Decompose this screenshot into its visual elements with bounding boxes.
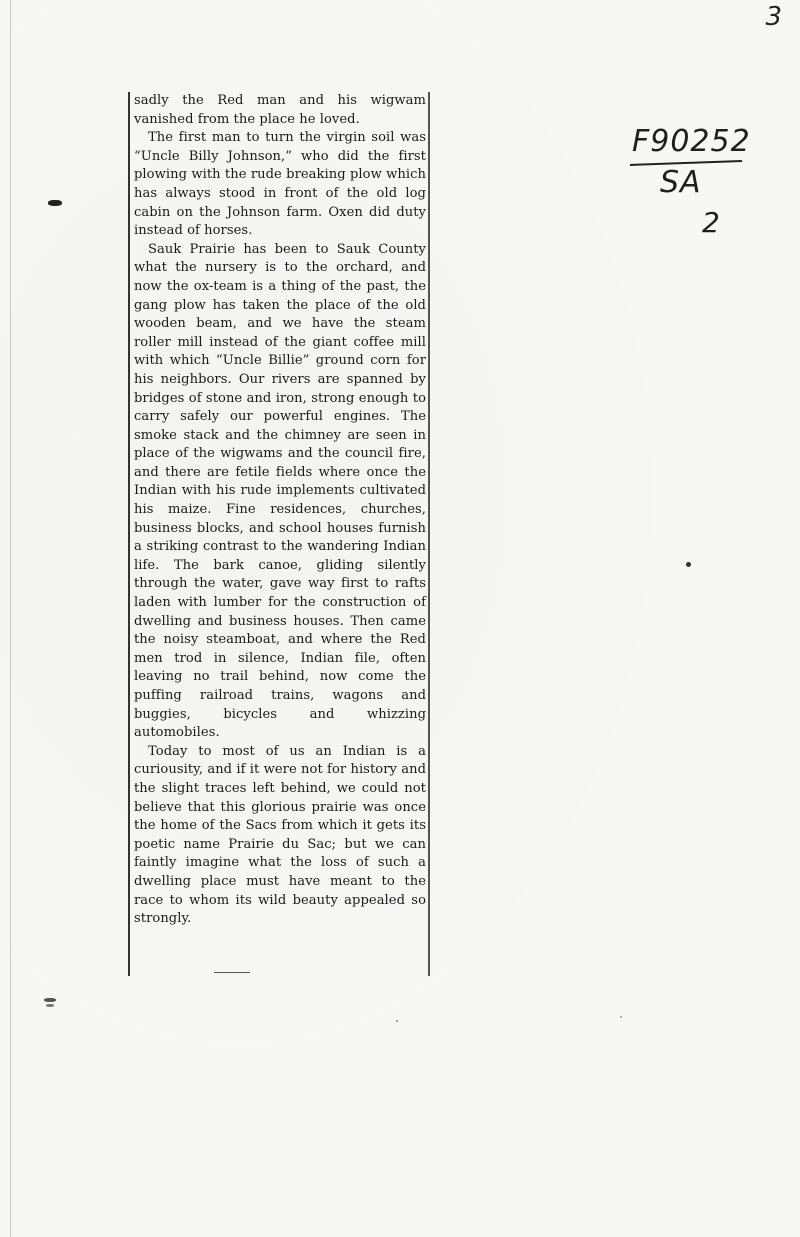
binding-mark-bottom <box>44 998 56 1002</box>
ink-speck <box>396 1020 398 1022</box>
newspaper-clipping <box>128 92 430 976</box>
handwritten-prefix: SA <box>660 165 702 200</box>
ink-speck <box>620 1016 622 1018</box>
page-edge-line <box>10 0 11 1237</box>
handwritten-sequence: 2 <box>702 206 721 239</box>
binding-mark-lower <box>46 1004 54 1007</box>
paragraph-sauk-prairie: Sauk Prairie has been to Sauk County what the nursery is to the orchard, and now the ox-team is a thing of the past, the gang plow has taken the place of the old wooden beam, and we have the steam roller mill instead of the giant coffee mill with which “Uncle Billie” ground corn for his neighbors. Our rivers are spanned by bridges of stone and iron, strong enough to carry safely our powerful engines. The smoke stack and the chimney are seen in place of the wigwams and the council fire, and there are fetile fields where once the Indian with his rude implements cultivated his maize. Fine residences, churches, business blocks, and school houses furnish a striking contrast to the wandering Indian life. The bark canoe, gliding silently through the water, gave way first to rafts laden with lumber for the construction of dwelling and business houses. Then came the noisy steamboat, and where the Red men trod in silence, Indian file, often leaving no trail behind, now come the puffing railroad trains, wagons and buggies, bicycles and whizzing automobiles. <box>134 241 426 741</box>
clipping-text <box>134 92 426 929</box>
paragraph-continuation: sadly the Red man and his wigwam vanished from the place he loved. <box>134 93 426 127</box>
paragraph-first-plowing: The first man to turn the virgin soil was “Uncle Billy Johnson,” who did the first plowing with the rude breaking plow which has always stood in front of the old log cabin on the Johnson farm. Oxen did duty instead of horses. <box>134 130 426 239</box>
page-number: 3 <box>765 2 782 32</box>
handwritten-call-number: F90252 <box>632 124 751 159</box>
paragraph-today: Today to most of us an Indian is a curiousity, and if it were not for history and the slight traces left behind, we could not believe that this glorious prairie was once the home of the Sacs from which it gets its poetic name Prairie du Sac; but we can faintly imagine what the loss of such a dwelling place must have meant to the race to whom its wild beauty appealed so strongly. <box>134 743 426 927</box>
ink-speck <box>686 562 691 567</box>
binding-mark-top <box>48 200 62 206</box>
clipping-end-rule <box>214 972 250 973</box>
